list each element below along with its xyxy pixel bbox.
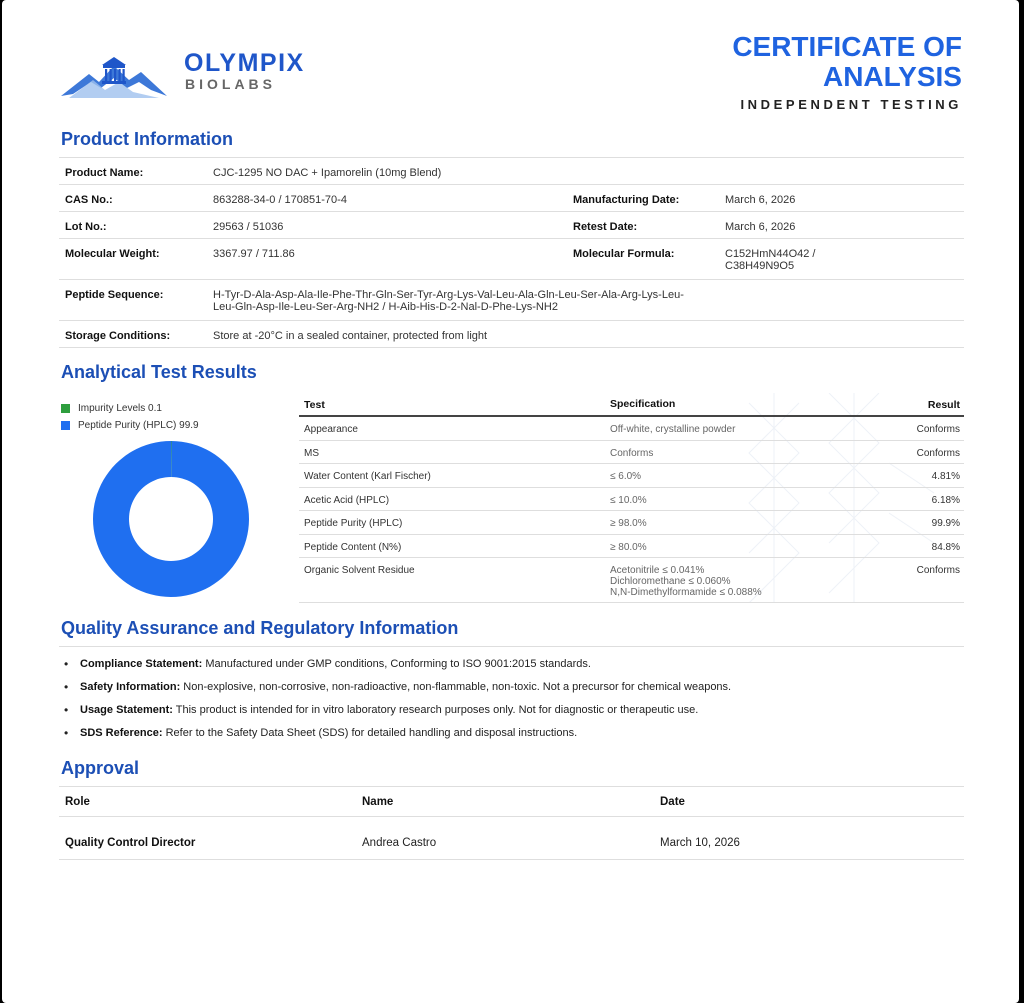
qa-label: Compliance Statement: (80, 658, 203, 670)
test-result: Conforms (916, 424, 960, 435)
purity-donut-chart (92, 440, 250, 598)
test-name: Organic Solvent Residue (304, 565, 415, 576)
header-name: Name (362, 796, 394, 808)
mf-line-1: C152HmN44O42 / (725, 248, 816, 260)
solvent-spec-1: Acetonitrile ≤ 0.041% (610, 565, 705, 576)
mf-label: Molecular Formula: (573, 248, 675, 260)
approval-header (59, 787, 964, 817)
list-item (79, 658, 731, 681)
table-row (299, 417, 964, 441)
table-row (299, 488, 964, 512)
test-result: Conforms (916, 447, 960, 459)
retest-date-label: Retest Date: (573, 221, 638, 233)
legend-swatch-purity (61, 421, 70, 430)
table-row (299, 558, 964, 603)
test-result: Conforms (916, 565, 960, 576)
sequence-line-1: H-Tyr-D-Ala-Asp-Ala-Ile-Phe-Thr-Gln-Ser-Tyr-Arg-Lys-Val-Leu-Ala-Gln-Leu-Ser-Ala-Arg-Lys-Leu- (213, 289, 684, 301)
qa-text: Manufactured under GMP conditions, Conforming to ISO 9001:2015 standards. (205, 658, 591, 670)
test-table-header (299, 393, 964, 417)
title-line-2: ANALYSIS (822, 61, 962, 92)
legend-item-purity (61, 417, 199, 434)
test-spec: Off-white, crystalline powder (610, 424, 736, 435)
analytical-heading: Analytical Test Results (61, 362, 257, 382)
test-spec: ≤ 6.0% (610, 471, 642, 482)
test-spec: ≤ 10.0% (610, 494, 647, 506)
table-row (59, 817, 964, 860)
product-info-heading: Product Information (61, 129, 233, 149)
approval-date: March 10, 2026 (660, 837, 740, 849)
test-name: Appearance (304, 424, 358, 435)
brand-subname: BIOLABS (185, 76, 276, 92)
test-name: Peptide Content (N%) (304, 541, 402, 553)
sequence-label: Peptide Sequence: (65, 289, 164, 301)
mf-value (725, 248, 816, 272)
qa-label: SDS Reference: (80, 727, 163, 739)
solvent-spec-2: Dichloromethane ≤ 0.060% (610, 576, 731, 587)
test-spec: ≥ 80.0% (610, 541, 647, 553)
header-role: Role (65, 796, 90, 808)
mf-line-2: C38H49N9O5 (725, 260, 795, 272)
mw-value: 3367.97 / 711.86 (213, 248, 295, 260)
brand-logo (59, 48, 379, 108)
list-item (79, 727, 731, 750)
test-name: Acetic Acid (HPLC) (304, 494, 390, 506)
table-row (299, 441, 964, 465)
header-spec: Specification (610, 398, 676, 410)
temple-mountain-icon (59, 52, 169, 102)
approval-heading: Approval (61, 758, 140, 778)
solvent-spec-3: N,N-Dimethylformamide ≤ 0.088% (610, 587, 762, 598)
mfg-date-value: March 6, 2026 (725, 194, 796, 206)
qa-list (79, 658, 731, 750)
header-date: Date (660, 796, 685, 808)
info-row-sequence (59, 280, 964, 321)
retest-date-value: March 6, 2026 (725, 221, 796, 233)
mw-label: Molecular Weight: (65, 248, 160, 260)
table-row (299, 464, 964, 488)
header-result: Result (927, 399, 960, 411)
product-info-table (59, 157, 964, 348)
lot-label: Lot No.: (65, 221, 107, 233)
list-item (79, 681, 731, 704)
legend-item-impurity (61, 400, 199, 417)
test-result: 99.9% (931, 518, 960, 529)
certificate-title (732, 32, 962, 92)
test-name: Peptide Purity (HPLC) (304, 518, 403, 529)
brand-name: OLYMPIX (184, 49, 305, 77)
storage-label: Storage Conditions: (65, 330, 171, 342)
test-spec: Conforms (610, 447, 654, 459)
mfg-date-label: Manufacturing Date: (573, 194, 680, 206)
test-result: 6.18% (931, 494, 960, 506)
header-test: Test (304, 399, 325, 411)
test-spec (610, 565, 762, 598)
test-name: MS (304, 447, 319, 459)
storage-value: Store at -20°C in a sealed container, protected from light (213, 330, 488, 342)
info-row-molecular (59, 239, 964, 280)
product-name-value: CJC-1295 NO DAC + Ipamorelin (10mg Blend) (213, 167, 442, 179)
test-result: 84.8% (931, 541, 960, 553)
legend-label-impurity: Impurity Levels 0.1 (78, 403, 162, 414)
qa-text: Refer to the Safety Data Sheet (SDS) for detailed handling and disposal instructions. (165, 727, 578, 739)
list-item (79, 704, 731, 727)
test-results-table (299, 393, 964, 603)
certificate-page (2, 0, 1019, 1003)
qa-text: Non-explosive, non-corrosive, non-radioactive, non-flammable, non-toxic. Not a precursor for chemical weapons. (183, 681, 732, 693)
approval-table (59, 786, 964, 860)
approver-name: Andrea Castro (362, 837, 437, 849)
approver-role: Quality Control Director (65, 837, 196, 849)
lot-value: 29563 / 51036 (213, 221, 284, 233)
qa-label: Usage Statement: (80, 704, 173, 716)
legend-swatch-impurity (61, 404, 70, 413)
chart-legend (61, 400, 199, 434)
cas-label: CAS No.: (65, 194, 113, 206)
test-spec: ≥ 98.0% (610, 518, 647, 529)
info-row-lot (59, 212, 964, 239)
qa-divider (59, 646, 964, 647)
qa-label: Safety Information: (80, 681, 181, 693)
legend-label-purity: Peptide Purity (HPLC) 99.9 (78, 420, 199, 431)
test-name: Water Content (Karl Fischer) (304, 471, 431, 482)
sequence-value (213, 289, 684, 313)
cas-value: 863288-34-0 / 170851-70-4 (213, 194, 347, 206)
info-row-cas (59, 185, 964, 212)
product-name-label: Product Name: (65, 167, 144, 179)
table-row (299, 511, 964, 535)
title-line-1: CERTIFICATE OF (732, 31, 962, 62)
info-row-product-name (59, 158, 964, 185)
table-row (299, 535, 964, 559)
certificate-subtitle: INDEPENDENT TESTING (740, 97, 962, 112)
sequence-line-2: Leu-Gln-Asp-Ile-Leu-Ser-Arg-NH2 / H-Aib-His-D-2-Nal-D-Phe-Lys-NH2 (213, 301, 558, 313)
slice-purity (93, 441, 249, 597)
info-row-storage (59, 321, 964, 348)
test-result: 4.81% (931, 471, 960, 482)
qa-text: This product is intended for in vitro laboratory research purposes only. Not for diagnostic or therapeutic use. (175, 704, 699, 716)
qa-heading: Quality Assurance and Regulatory Information (61, 618, 459, 638)
